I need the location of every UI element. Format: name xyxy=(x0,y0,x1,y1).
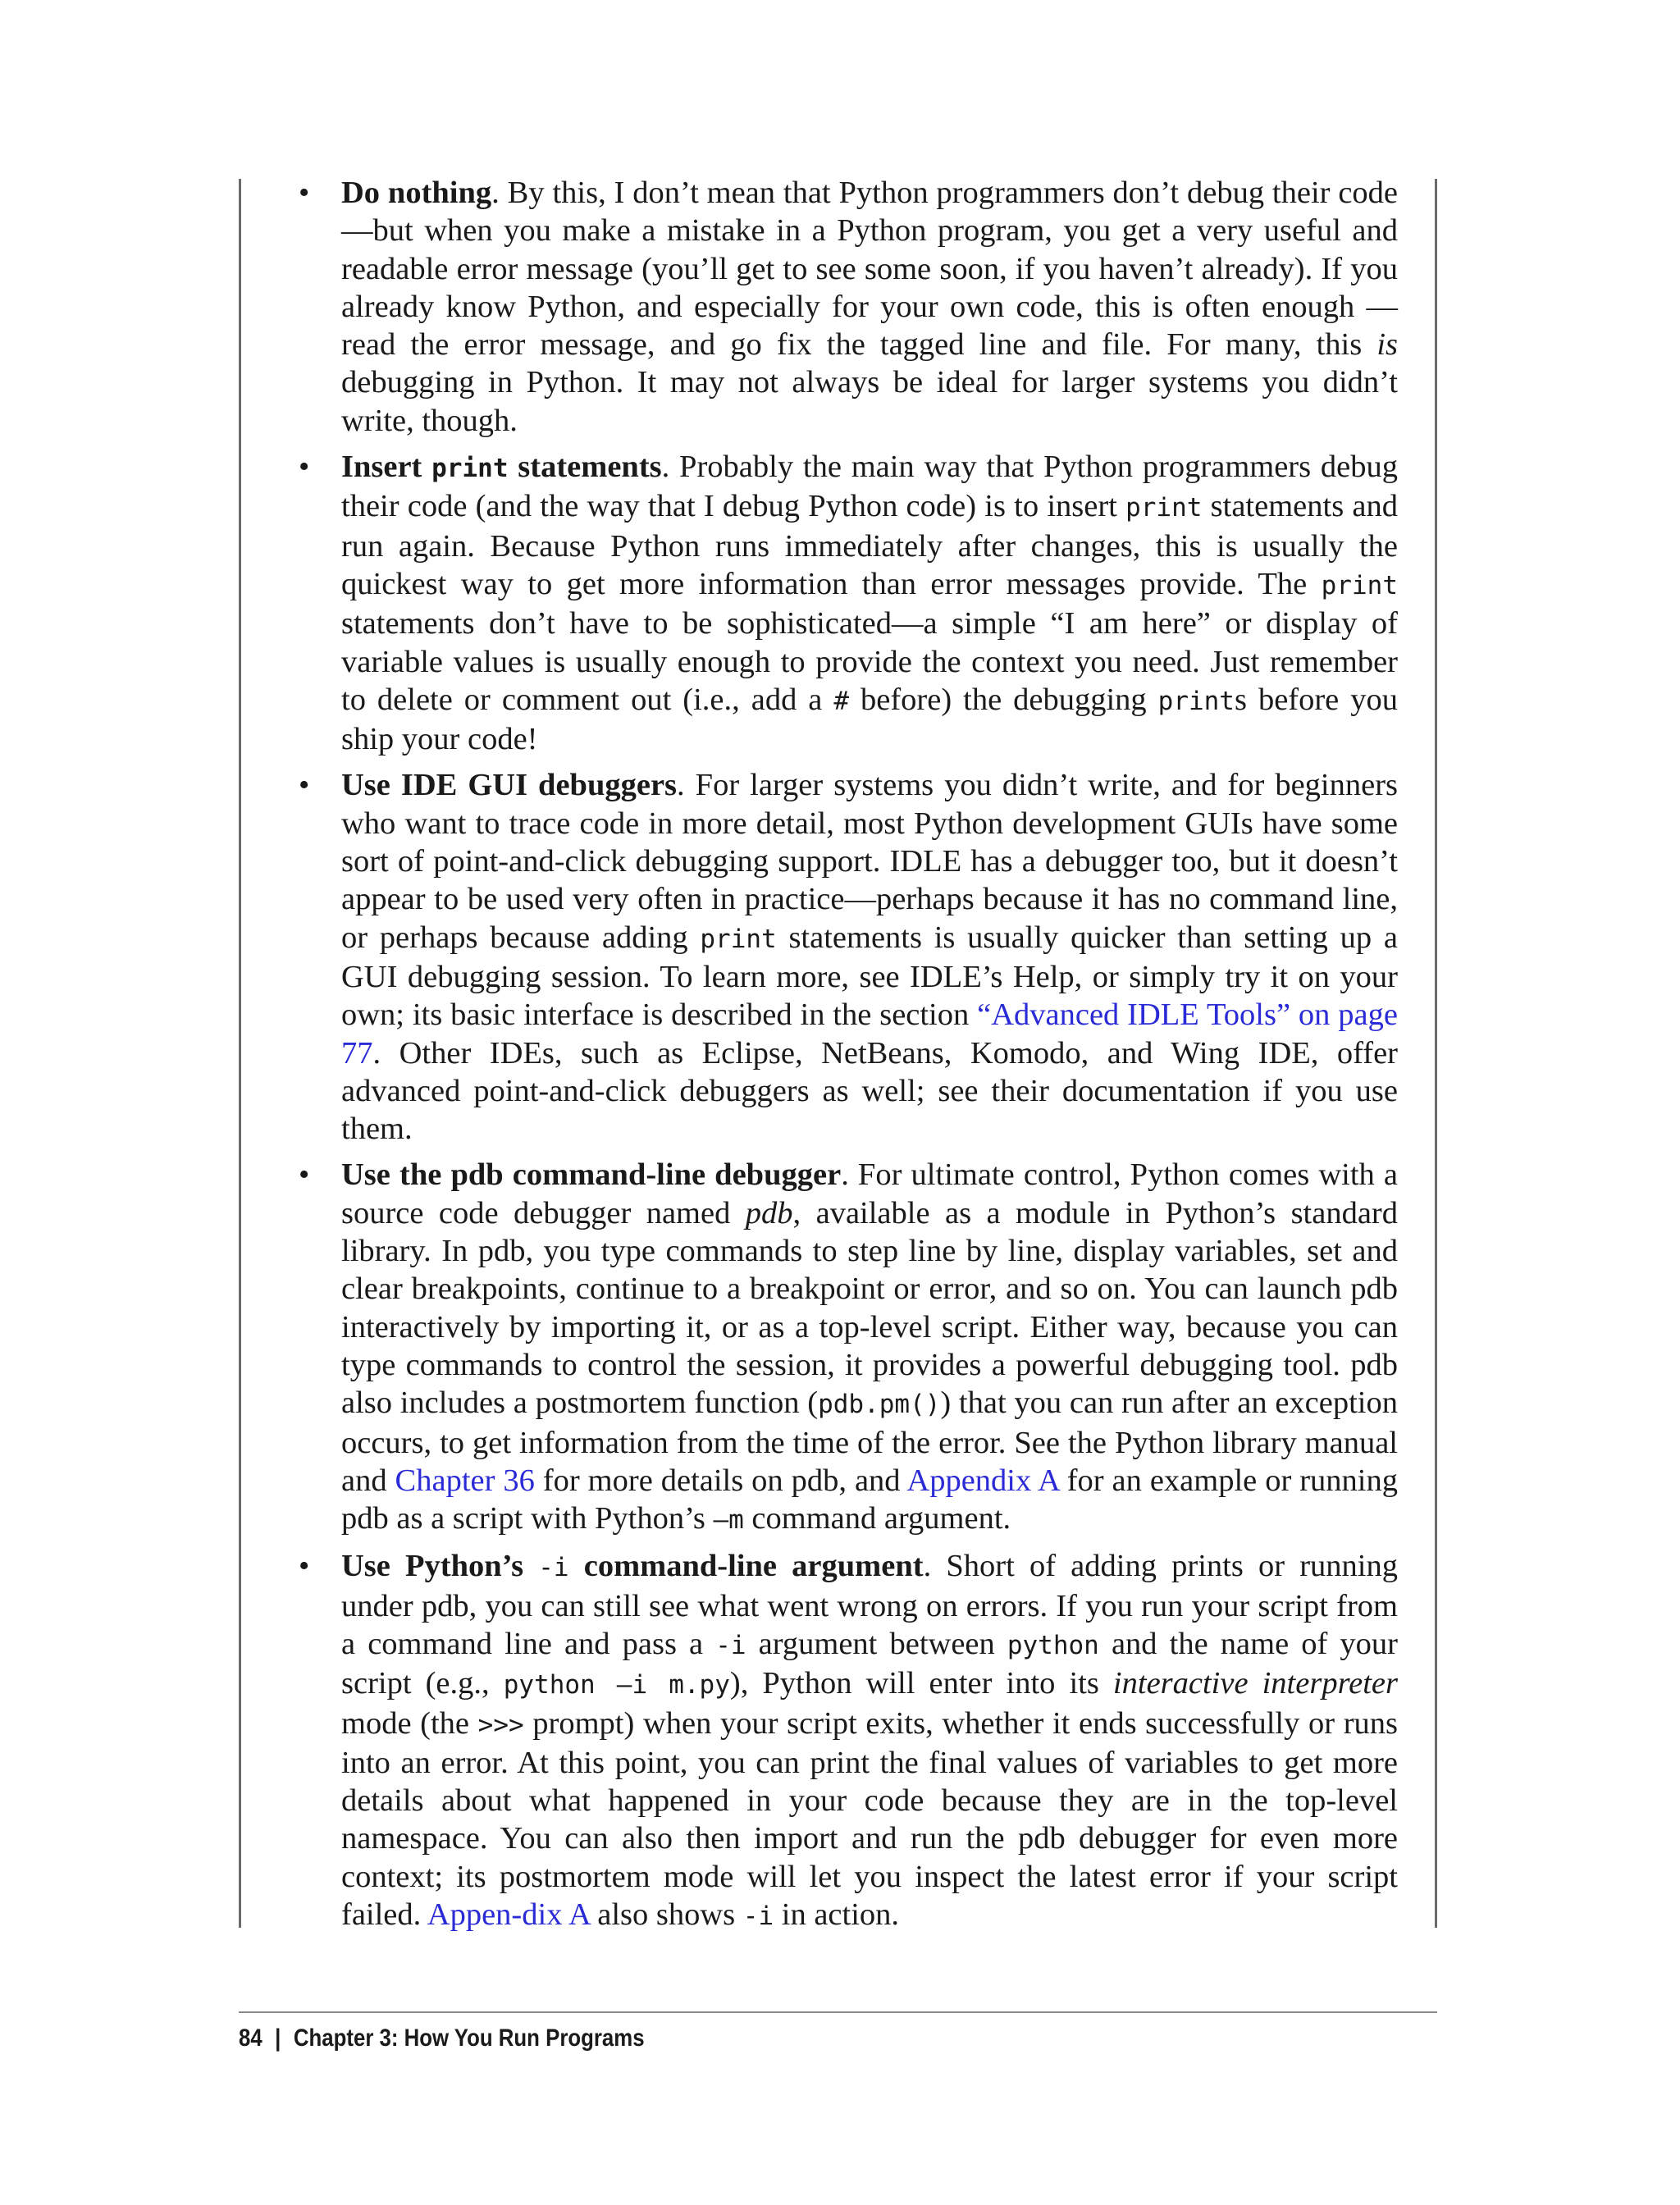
bullet-icon: • xyxy=(299,1157,310,1193)
item-heading: Use Python’s -i command-line argument xyxy=(341,1549,924,1584)
paragraph: Insert print statements. Probably the main way that Python programmers debug their code (and the way that I debug Python code) is to insert print statements and run again. Because Python runs immediately after changes, this is usually the quickest way to get more information than error messages provide. The print statements don’t have to be sophisticated—a simple “I am here” or display of variable values is usually enough to provide the context you need. Just remember to delete or comment out (i.e., add a # before) the debugging prints before you ship your code! xyxy=(341,450,1398,757)
page-number: 84 xyxy=(239,2025,262,2052)
bullet-icon: • xyxy=(299,450,310,485)
chapter-title: Chapter 3: How You Run Programs xyxy=(293,2025,645,2052)
paragraph: Do nothing. By this, I don’t mean that Python programmers don’t debug their code—but when you make a mistake in a Python program, you get a very useful and readable error message (you’ll get to see some soon, if you haven’t already). If you already know Python, and especially for your own code, this is often enough —read the error message, and go fix the tagged line and file. For many, this is debugging in Python. It may not always be ideal for larger systems you didn’t write, though. xyxy=(341,176,1399,438)
item-heading: Use the pdb command-line debugger xyxy=(341,1157,842,1193)
paragraph: Use the pdb command-line debugger. For ultimate control, Python comes with a source code debugger named pdb, available as a module in Python’s standard library. In pdb, you type commands to step line by line, display variables, set and clear breakpoints, continue to a breakpoint or error, and so on. You can launch pdb interactively by importing it, or as a top-level script. Either way, because you can type commands to control the session, it provides a powerful debugging tool. pdb also includes a postmortem function (pdb.pm()) that you can run after an exception occurs, to get information from the time of the error. See the Python library manual and Chapter 36 for more details on pdb, and Appendix A for an example or running pdb as a script with Python’s –m command argument. xyxy=(341,1157,1398,1536)
link-chapter-36[interactable]: Chapter 36 xyxy=(395,1463,535,1498)
link-appendix-a[interactable]: Appen-dix A xyxy=(427,1897,590,1933)
bullet-icon: • xyxy=(299,176,310,210)
bullet-icon: • xyxy=(299,768,310,803)
list-item xyxy=(289,448,1398,758)
item-heading: Use IDE GUI debuggers xyxy=(341,768,678,803)
list-item xyxy=(289,174,1398,440)
sidebar-rule-right xyxy=(1435,179,1437,1928)
footer-separator: | xyxy=(275,2025,281,2052)
list-item xyxy=(289,766,1398,1148)
paragraph: Use Python’s -i command-line argument. Short of adding prints or running under pdb, you can still see what went wrong on errors. If you run your script from a command line and pass a -i argument between python and the name of your script (e.g., python –i m.py), Python will enter into its interactive interpreter mode (the >>> prompt) when your script exits, whether it ends successfully or runs into an error. At this point, you can print the final values of variables to get more details about what happened in your code because they are in the top-level namespace. You can also then import and run the pdb debugger for even more context; its postmortem mode will let you inspect the latest error if your script failed. Appen-dix A also shows -i in action. xyxy=(341,1549,1398,1933)
item-heading: Do nothing xyxy=(341,176,492,210)
page-footer xyxy=(239,2025,645,2052)
footer-rule xyxy=(239,2011,1437,2013)
bullet-list xyxy=(289,174,1398,1943)
item-heading: Insert print statements xyxy=(341,450,662,485)
list-item xyxy=(289,1156,1398,1539)
sidebar-rule-left xyxy=(239,179,241,1928)
link-appendix-a[interactable]: Appendix A xyxy=(906,1463,1059,1498)
paragraph: Use IDE GUI debuggers. For larger systems you didn’t write, and for beginners who want to trace code in more detail, most Python development GUIs have some sort of point-and-click debugging support. IDLE has a debugger too, but it doesn’t appear to be used very often in practice—perhaps because it has no command line, or perhaps because adding print statements is usually quicker than setting up a GUI debugging session. To learn more, see IDLE’s Help, or simply try it on your own; its basic interface is described in the section “Advanced IDLE Tools” on page 77. Other IDEs, such as Eclipse, NetBeans, Komodo, and Wing IDE, offer advanced point-and-click debuggers as well; see their documentation if you use them. xyxy=(341,768,1398,1147)
list-item xyxy=(289,1547,1398,1935)
bullet-icon: • xyxy=(299,1549,310,1584)
link-advanced-idle-tools[interactable]: “Advanced IDLE Tools” on page 77 xyxy=(341,998,1398,1071)
